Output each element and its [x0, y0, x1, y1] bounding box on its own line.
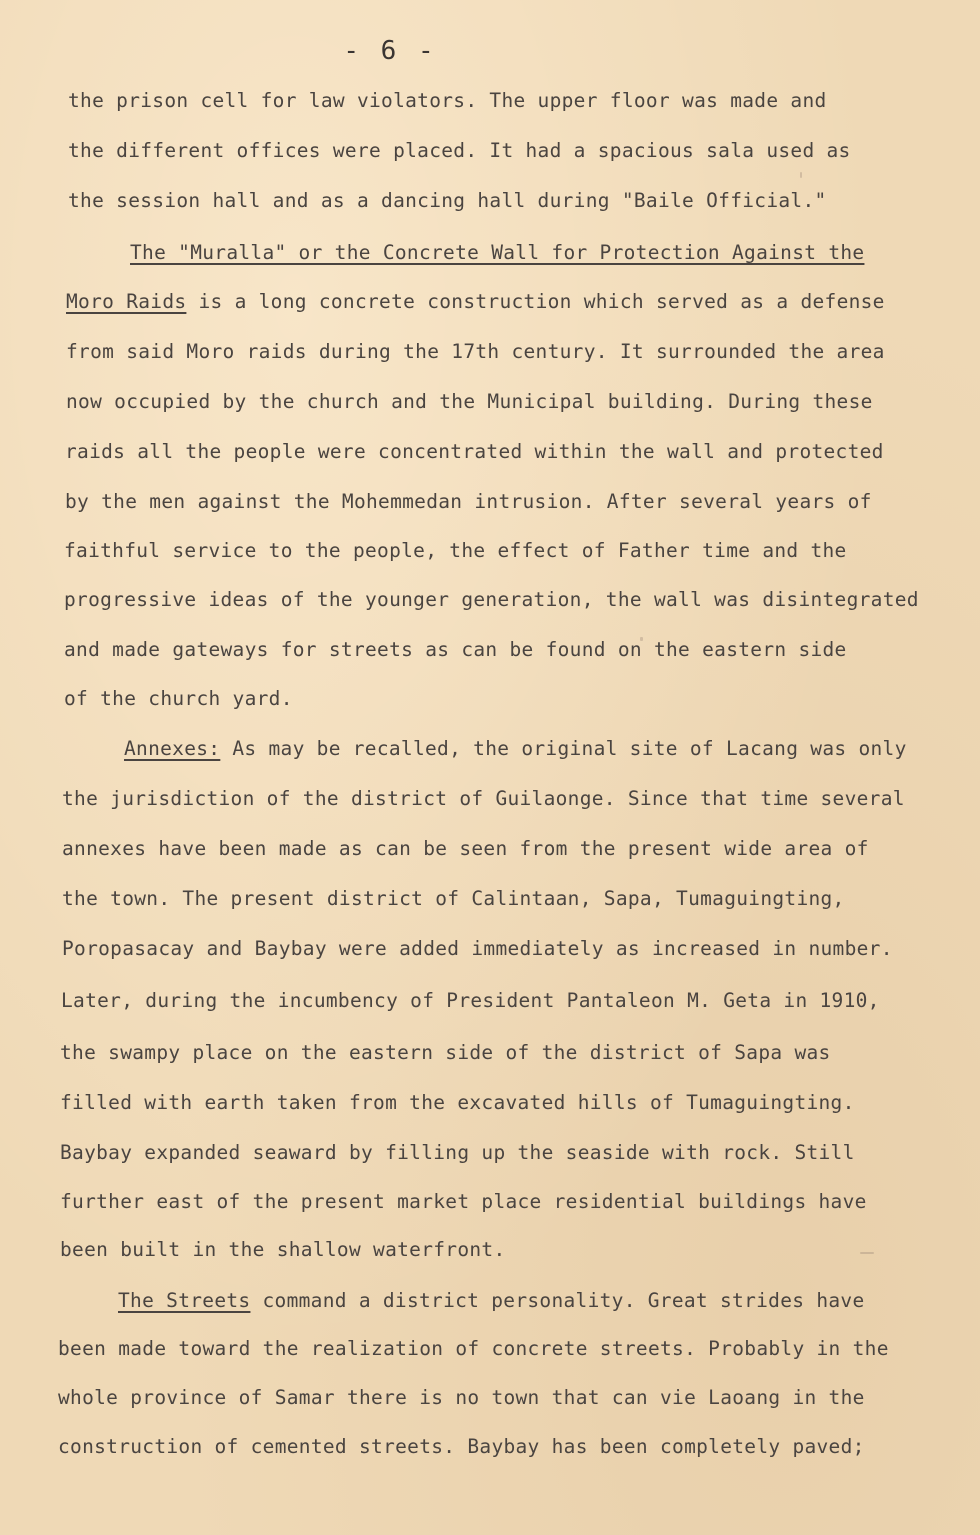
- text-line: the town. The present district of Calintaan, Sapa, Tumaguingting,: [62, 887, 845, 910]
- text-line: [124, 736, 907, 762]
- text-line: of the church yard.: [64, 687, 293, 710]
- text-line: and made gateways for streets as can be found on the eastern side: [64, 638, 847, 661]
- text-line: whole province of Samar there is no town that can vie Laoang in the: [58, 1386, 865, 1409]
- text-line: [118, 1288, 865, 1314]
- text-span: is a long concrete construction which served as a defense: [186, 290, 885, 313]
- text-line: from said Moro raids during the 17th century. It surrounded the area: [66, 340, 885, 363]
- text-line: annexes have been made as can be seen from the present wide area of: [62, 837, 869, 860]
- section-heading-text: Moro Raids: [66, 290, 187, 313]
- text-line: faithful service to the people, the effect of Father time and the: [64, 539, 847, 562]
- page-number: - 6 -: [343, 36, 437, 66]
- text-line: the jurisdiction of the district of Guilaonge. Since that time several: [62, 787, 905, 810]
- text-line: Later, during the incumbency of President Pantaleon M. Geta in 1910,: [61, 989, 880, 1012]
- text-line: been made toward the realization of concrete streets. Probably in the: [58, 1337, 889, 1360]
- text-line: filled with earth taken from the excavated hills of Tumaguingting.: [60, 1091, 855, 1114]
- text-span: command a district personality. Great strides have: [250, 1289, 865, 1312]
- text-line: been built in the shallow waterfront.: [60, 1238, 506, 1261]
- text-span: As may be recalled, the original site of Lacang was only: [220, 737, 907, 760]
- section-heading-text: Annexes:: [124, 737, 221, 760]
- paper-mark: [860, 1252, 874, 1254]
- text-line: by the men against the Mohemmedan intrusion. After several years of: [65, 490, 872, 513]
- text-line: further east of the present market place residential buildings have: [60, 1190, 867, 1213]
- section-heading-text: The Streets: [118, 1289, 251, 1312]
- text-line: raids all the people were concentrated within the wall and protected: [65, 440, 884, 463]
- text-line: the swampy place on the eastern side of the district of Sapa was: [60, 1041, 831, 1064]
- text-line: progressive ideas of the younger generation, the wall was disintegrated: [64, 588, 919, 611]
- paper-mark: [800, 172, 802, 178]
- paper-mark: [640, 637, 643, 641]
- text-line: [66, 289, 885, 315]
- text-line: construction of cemented streets. Baybay has been completely paved;: [58, 1435, 865, 1458]
- text-line: now occupied by the church and the Municipal building. During these: [66, 390, 873, 413]
- text-line: the session hall and as a dancing hall during "Baile Official.": [68, 189, 827, 212]
- text-line: Baybay expanded seaward by filling up the seaside with rock. Still: [60, 1141, 855, 1164]
- section-heading-muralla: [130, 240, 864, 266]
- text-line: the prison cell for law violators. The upper floor was made and: [68, 89, 827, 112]
- section-heading-text: The "Muralla" or the Concrete Wall for Protection Against the: [130, 241, 865, 264]
- text-line: the different offices were placed. It had a spacious sala used as: [68, 139, 851, 162]
- text-line: Poropasacay and Baybay were added immediately as increased in number.: [62, 937, 893, 960]
